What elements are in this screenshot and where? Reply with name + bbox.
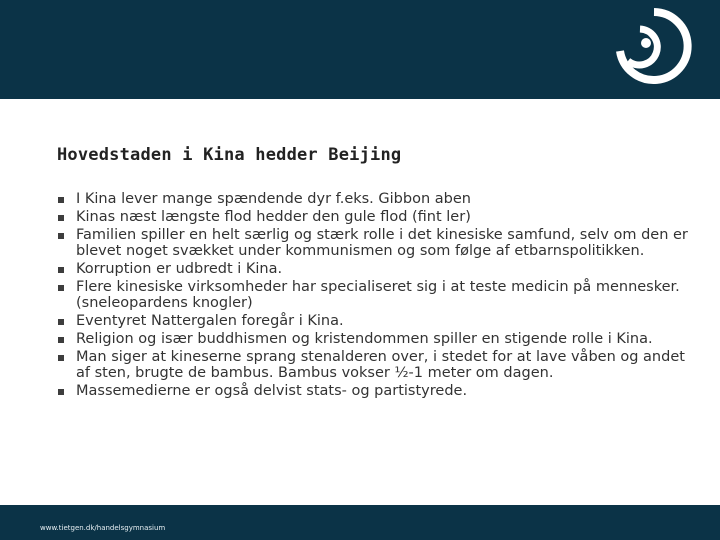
bullet-text: Familien spiller en helt særlig og stærk rolle i det kinesiske samfund, selv om den er blevet noget svækket under kommunismen og som følge af etbarnspolitikken. (76, 227, 688, 259)
bullet-item (57, 262, 697, 278)
bullet-text: Man siger at kineserne sprang stenalderen over, i stedet for at lave våben og andet af sten, brugte de bambus. Bambus vokser ½-1 meter om dagen. (76, 349, 685, 382)
square-bullet-icon (58, 267, 64, 273)
square-bullet-icon (58, 389, 64, 395)
square-bullet-icon (58, 285, 64, 291)
square-bullet-icon (58, 233, 64, 239)
bullet-text: Eventyret Nattergalen foregår i Kina. (76, 313, 344, 330)
slide-title: Hovedstaden i Kina hedder Beijing (57, 145, 402, 165)
square-bullet-icon (58, 197, 64, 203)
bullet-text: I Kina lever mange spændende dyr f.eks. Gibbon aben (76, 191, 471, 207)
header-band (0, 0, 720, 99)
bullet-text: Religion og især buddhismen og kristendommen spiller en stigende rolle i Kina. (76, 331, 653, 348)
bullet-list (57, 192, 697, 402)
bullet-item (57, 314, 697, 330)
bullet-item (57, 384, 697, 400)
square-bullet-icon (58, 355, 64, 361)
bullet-item (57, 210, 697, 226)
school-logo-icon (606, 7, 692, 87)
bullet-item (57, 192, 697, 208)
bullet-text: Flere kinesiske virksomheder har specialiseret sig i at teste medicin på mennesker. (sneleopardens knogler) (76, 279, 680, 311)
square-bullet-icon (58, 319, 64, 325)
bullet-item (57, 228, 697, 260)
footer-url: www.tietgen.dk/handelsgymnasium (40, 524, 166, 532)
bullet-item (57, 332, 697, 348)
square-bullet-icon (58, 337, 64, 343)
footer-band (0, 505, 720, 540)
bullet-text: Korruption er udbredt i Kina. (76, 261, 283, 278)
bullet-item (57, 280, 697, 312)
bullet-text: Massemedierne er også delvist stats- og partistyrede. (76, 383, 468, 400)
bullet-item (57, 350, 697, 382)
bullet-text: Kinas næst længste flod hedder den gule flod (fint ler) (76, 209, 471, 226)
square-bullet-icon (58, 215, 64, 221)
